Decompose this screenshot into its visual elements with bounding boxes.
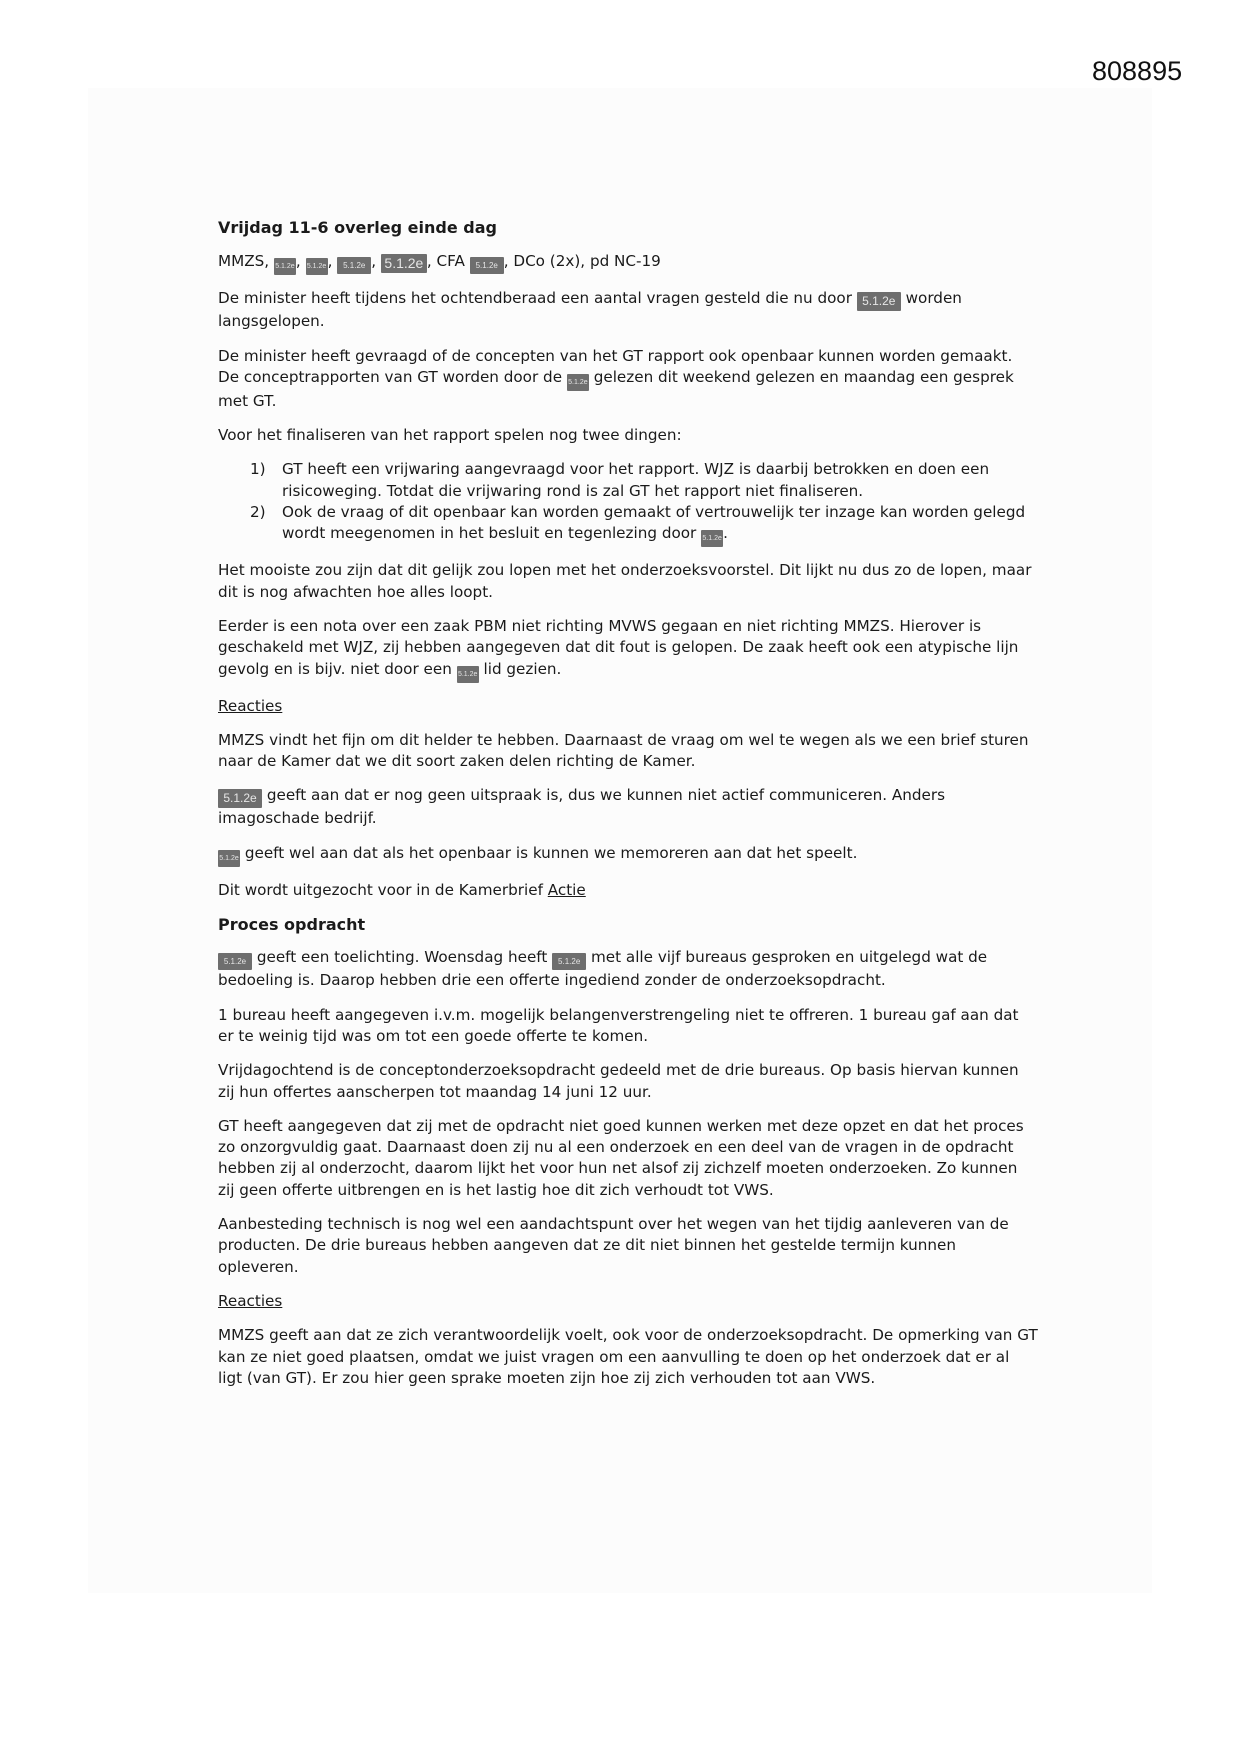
redaction-box: 5.1.2e — [381, 254, 427, 273]
redaction-box: 5.1.2e — [306, 258, 328, 275]
section-heading-proces: Proces opdracht — [218, 915, 366, 935]
redaction-box: 5.1.2e — [218, 953, 252, 970]
redaction-box: 5.1.2e — [470, 257, 504, 274]
paragraph: De minister heeft tijdens het ochtendberaad een aantal vragen gesteld die nu door 5.1.2e worden langsgelopen. — [218, 289, 962, 331]
numbered-list — [218, 459, 1038, 547]
section-label-reacties: Reacties — [218, 1291, 283, 1310]
redaction-box: 5.1.2e — [567, 374, 589, 391]
redaction-box: 5.1.2e — [337, 257, 371, 274]
list-item: 1) GT heeft een vrijwaring aangevraagd voor het rapport. WJZ is daarbij betrokken en doen een risicoweging. Totdat die vrijwaring rond is zal GT het rapport niet finaliseren. — [250, 460, 990, 500]
document-body — [218, 217, 1038, 1402]
redaction-box: 5.1.2e — [274, 258, 296, 275]
paragraph: Vrijdagochtend is de conceptonderzoeksopdracht gedeeld met de drie bureaus. Op basis hiervan kunnen zij hun offertes aanscherpen tot maandag 14 juni 12 uur. — [218, 1061, 1019, 1101]
redaction-box: 5.1.2e — [218, 789, 262, 808]
document-number: 808895 — [1092, 56, 1183, 86]
redaction-box: 5.1.2e — [218, 850, 240, 867]
redaction-box: 5.1.2e — [552, 953, 586, 970]
paragraph: Het mooiste zou zijn dat dit gelijk zou lopen met het onderzoeksvoorstel. Dit lijkt nu dus zo de lopen, maar dit is nog afwachten hoe alles loopt. — [218, 561, 1032, 601]
paragraph: 5.1.2e geeft wel aan dat als het openbaar is kunnen we memoreren aan dat het speelt. — [218, 843, 1038, 867]
list-item: 2) Ook de vraag of dit openbaar kan worden gemaakt of vertrouwelijk ter inzage kan worden gelegd wordt meegenomen in het besluit en tegenlezing door 5.1.2e. — [282, 502, 1038, 547]
paragraph: GT heeft aangegeven dat zij met de opdracht niet goed kunnen werken met deze opzet en dat het proces zo onzorgvuldig gaat. Daarnaast doen zij nu al een onderzoek en een deel van de vragen in de opdracht hebben zij al onderzocht, daarom lijkt het voor hun net alsof zij zichzelf moeten onderzoeken. Zo kunnen zij geen offerte uitbrengen en is het lastig hoe dit zich verhoudt tot VWS. — [218, 1116, 1024, 1199]
paragraph: De minister heeft gevraagd of de concepten van het GT rapport ook openbaar kunnen worden gemaakt. De conceptrapporten van GT worden door de 5.1.2e gelezen dit weekend gelezen en maandag een gesprek met GT. — [218, 346, 1014, 410]
action-marker: Actie — [547, 880, 586, 899]
meeting-title: Vrijdag 11-6 overleg einde dag — [218, 218, 497, 237]
paragraph: Aanbesteding technisch is nog wel een aandachtspunt over het wegen van het tijdig aanleveren van de producten. De drie bureaus hebben aangeven dat ze dit niet binnen het gestelde termijn kunnen opleveren. — [218, 1215, 1009, 1276]
redaction-box: 5.1.2e — [457, 666, 479, 683]
paragraph: Eerder is een nota over een zaak PBM niet richting MVWS gegaan en niet richting MMZS. Hierover is geschakeld met WJZ, zij hebben aangegeven dat dit fout is gelopen. De zaak heeft ook een atypische lijn gevolg en is bijv. niet door een 5.1.2e lid gezien. — [218, 616, 1038, 683]
section-label-reacties: Reacties — [218, 696, 283, 715]
paragraph: 5.1.2e geeft een toelichting. Woensdag heeft 5.1.2e met alle vijf bureaus gesproken en uitgelegd wat de bedoeling is. Daarop hebben drie een offerte ingediend zonder de onderzoeksopdracht. — [218, 948, 988, 990]
paragraph: Voor het finaliseren van het rapport spelen nog twee dingen: — [218, 426, 682, 445]
paragraph: 5.1.2e geeft aan dat er nog geen uitspraak is, dus we kunnen niet actief communiceren. Anders imagoschade bedrijf. — [218, 786, 946, 828]
paragraph: MMZS geeft aan dat ze zich verantwoordelijk voelt, ook voor de onderzoeksopdracht. De opmerking van GT kan ze niet goed plaatsen, omdat we juist vragen om een aanvulling te doen op het onderzoek dat er al ligt (van GT). Er zou hier geen sprake moeten zijn hoe zij zich verhouden tot aan VWS. — [218, 1326, 1038, 1387]
attendees-line: MMZS, 5.1.2e, 5.1.2e, 5.1.2e , 5.1.2e , CFA 5.1.2e , DCo (2x), pd NC-19 — [218, 251, 1038, 275]
paragraph: Dit wordt uitgezocht voor in de Kamerbrief Actie — [218, 880, 586, 899]
paragraph: 1 bureau heeft aangegeven i.v.m. mogelijk belangenverstrengeling niet te offreren. 1 bureau gaf aan dat er te weinig tijd was om tot een goede offerte te komen. — [218, 1005, 1019, 1045]
paragraph: MMZS vindt het fijn om dit helder te hebben. Daarnaast de vraag om wel te wegen als we een brief sturen naar de Kamer dat we dit soort zaken delen richting de Kamer. — [218, 730, 1029, 771]
redaction-box: 5.1.2e — [701, 530, 723, 547]
redaction-box: 5.1.2e — [857, 292, 901, 311]
